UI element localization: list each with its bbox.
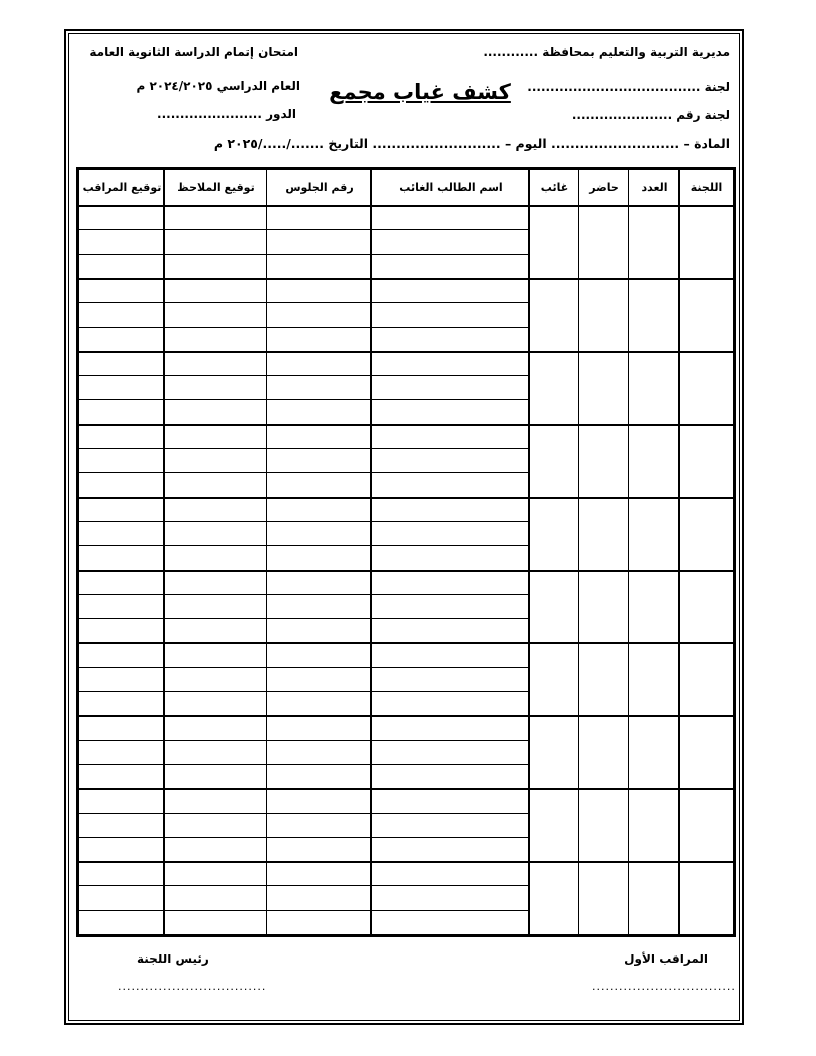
form-title: كشف غياب مجمع [329,80,511,104]
exam-name: امتحان إتمام الدراسة الثانوية العامة [89,45,298,59]
block-divider [79,278,733,280]
column-divider [528,170,530,934]
student-row-divider [79,254,530,255]
block-divider [79,642,733,644]
committee-number-line: لجنة رقم ...................... [571,108,730,122]
student-row-divider [79,618,530,619]
student-row-divider [79,910,530,911]
committee-head-label: رئيس اللجنة [137,952,209,966]
column-divider [628,170,629,934]
column-header: حاضر [589,181,619,194]
student-row-divider [79,885,530,886]
academic-year: العام الدراسي ٢٠٢٤/٢٠٢٥ م [136,79,300,93]
column-divider [266,170,267,934]
block-divider [79,715,733,717]
student-row-divider [79,302,530,303]
subject-day-date-line: المادة – ........................... اليوم – ........................... التاريخ ......./...../٢٠٢٥ م [213,136,730,151]
column-divider [370,170,372,934]
absence-table [76,167,736,937]
block-divider [79,351,733,353]
column-divider [163,170,165,934]
student-row-divider [79,327,530,328]
column-header: توقيع المراقب [82,181,162,194]
student-row-divider [79,521,530,522]
committee-head-signature-line: ................................. [118,980,267,993]
student-row-divider [79,472,530,473]
column-divider [678,170,680,934]
student-row-divider [79,375,530,376]
block-divider [79,570,733,572]
column-header: توقيع الملاحظ [177,181,255,194]
column-header: اللجنة [690,181,723,194]
student-row-divider [79,545,530,546]
block-divider [79,497,733,499]
column-header: غائب [540,181,569,194]
student-row-divider [79,740,530,741]
student-row-divider [79,229,530,230]
committee-line: لجنة ...................................... [527,80,730,94]
column-header: رقم الجلوس [285,181,354,194]
student-row-divider [79,764,530,765]
student-row-divider [79,837,530,838]
block-divider [79,861,733,863]
student-row-divider [79,813,530,814]
student-row-divider [79,399,530,400]
column-header: العدد [641,181,668,194]
block-divider [79,424,733,426]
column-divider [578,170,579,934]
header-divider [79,205,733,207]
first-supervisor-label: المراقب الأول [624,952,708,966]
student-row-divider [79,691,530,692]
exam-round: الدور ....................... [157,107,296,121]
column-header: اسم الطالب الغائب [399,181,503,194]
student-row-divider [79,448,530,449]
first-supervisor-signature-line: ................................ [592,980,736,993]
student-row-divider [79,594,530,595]
directorate-line: مديرية التربية والتعليم بمحافظة ............ [483,45,730,59]
student-row-divider [79,667,530,668]
block-divider [79,788,733,790]
